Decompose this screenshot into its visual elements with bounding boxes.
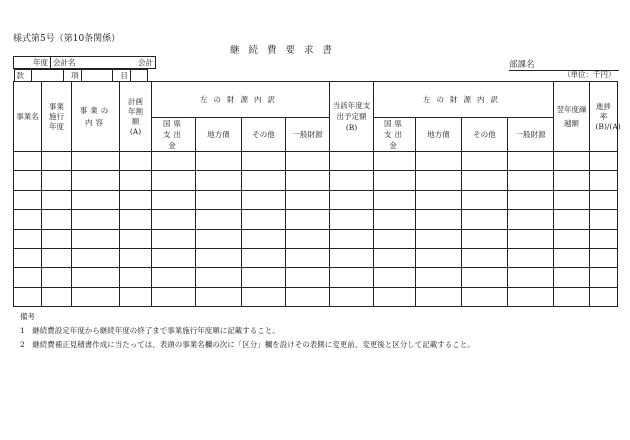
table-cell[interactable] — [242, 190, 286, 209]
table-cell[interactable] — [14, 171, 42, 190]
table-cell[interactable] — [120, 152, 152, 171]
group-zaigen-2: 左の財源内訳 — [374, 82, 554, 118]
table-cell[interactable] — [242, 287, 286, 306]
table-cell[interactable] — [330, 190, 374, 209]
table-cell[interactable] — [462, 268, 508, 287]
account-grid — [13, 56, 156, 82]
table-cell[interactable] — [508, 210, 554, 229]
table-cell[interactable] — [152, 171, 196, 190]
table-cell[interactable] — [14, 190, 42, 209]
table-cell[interactable] — [286, 152, 330, 171]
table-cell[interactable] — [14, 287, 42, 306]
table-cell[interactable] — [152, 268, 196, 287]
table-cell[interactable] — [330, 152, 374, 171]
table-cell[interactable] — [286, 171, 330, 190]
col-shiko-nendo: 事業施行年度 — [42, 82, 72, 152]
kan-cell: 款 — [14, 70, 32, 82]
table-cell[interactable] — [590, 248, 618, 267]
table-cell[interactable] — [330, 287, 374, 306]
table-cell[interactable] — [374, 287, 416, 306]
col-sonota-2: その他 — [462, 118, 508, 152]
table-cell[interactable] — [462, 210, 508, 229]
table-row — [14, 210, 618, 229]
table-cell[interactable] — [416, 190, 462, 209]
nendo-cell: 年度 — [14, 57, 51, 69]
table-cell[interactable] — [72, 171, 120, 190]
table-cell[interactable] — [590, 190, 618, 209]
table-cell[interactable] — [416, 287, 462, 306]
budget-table — [13, 81, 621, 307]
table-cell[interactable] — [554, 248, 590, 267]
table-cell[interactable] — [374, 268, 416, 287]
table-cell[interactable] — [374, 190, 416, 209]
table-cell[interactable] — [196, 190, 242, 209]
table-row — [14, 268, 618, 287]
table-cell[interactable] — [42, 152, 72, 171]
col-shinchoku: 進捗率(B)/(A) — [590, 82, 618, 152]
table-cell[interactable] — [374, 210, 416, 229]
table-cell[interactable] — [152, 190, 196, 209]
col-yokunendo: 翌年度繰越額 — [554, 82, 590, 152]
table-cell[interactable] — [590, 171, 618, 190]
col-chihosai-1: 地方債 — [196, 118, 242, 152]
table-cell[interactable] — [374, 152, 416, 171]
col-naiyo: 事業の内容 — [72, 82, 120, 152]
table-cell[interactable] — [196, 171, 242, 190]
table-cell[interactable] — [286, 248, 330, 267]
table-cell[interactable] — [14, 248, 42, 267]
table-cell[interactable] — [152, 287, 196, 306]
table-cell[interactable] — [242, 171, 286, 190]
table-cell[interactable] — [72, 152, 120, 171]
table-cell[interactable] — [416, 229, 462, 248]
table-cell[interactable] — [196, 229, 242, 248]
unit-label: （単位：千円） — [563, 70, 616, 79]
notes-heading: 備考 — [20, 312, 35, 321]
table-cell[interactable] — [330, 171, 374, 190]
table-cell[interactable] — [72, 268, 120, 287]
table-cell[interactable] — [120, 171, 152, 190]
table-cell[interactable] — [42, 171, 72, 190]
table-row — [14, 287, 618, 306]
table-cell[interactable] — [152, 152, 196, 171]
table-cell[interactable] — [120, 190, 152, 209]
table-cell[interactable] — [374, 229, 416, 248]
table-cell[interactable] — [152, 210, 196, 229]
table-cell[interactable] — [14, 268, 42, 287]
table-cell[interactable] — [42, 210, 72, 229]
table-cell[interactable] — [554, 152, 590, 171]
table-cell[interactable] — [14, 152, 42, 171]
table-cell[interactable] — [508, 152, 554, 171]
kaikei-label: 会計 — [138, 58, 153, 67]
dept-label: 部課名 — [509, 58, 619, 71]
table-row — [14, 171, 618, 190]
table-cell[interactable] — [462, 190, 508, 209]
moku-cell: 目 — [113, 70, 131, 82]
table-cell[interactable] — [590, 152, 618, 171]
table-cell[interactable] — [72, 248, 120, 267]
table-cell[interactable] — [330, 210, 374, 229]
table-row — [14, 152, 618, 171]
table-row — [14, 190, 618, 209]
table-cell[interactable] — [416, 248, 462, 267]
table-cell[interactable] — [72, 229, 120, 248]
table-cell[interactable] — [242, 210, 286, 229]
table-cell[interactable] — [508, 248, 554, 267]
table-cell[interactable] — [462, 171, 508, 190]
table-cell[interactable] — [508, 229, 554, 248]
group-zaigen-1: 左の財源内訳 — [152, 82, 330, 118]
table-cell[interactable] — [42, 287, 72, 306]
table-cell[interactable] — [196, 248, 242, 267]
table-cell[interactable] — [14, 210, 42, 229]
table-cell[interactable] — [120, 229, 152, 248]
table-cell[interactable] — [374, 171, 416, 190]
table-cell[interactable] — [42, 268, 72, 287]
table-cell[interactable] — [196, 287, 242, 306]
table-cell[interactable] — [196, 210, 242, 229]
note-1: 1 継続費設定年度から継続年度の終了まで事業施行年度順に記載すること。 — [20, 326, 280, 335]
table-row — [14, 229, 618, 248]
col-sonota-1: その他 — [242, 118, 286, 152]
table-cell[interactable] — [286, 287, 330, 306]
table-cell[interactable] — [462, 229, 508, 248]
table-cell[interactable] — [590, 287, 618, 306]
col-chihosai-2: 地方債 — [416, 118, 462, 152]
table-cell[interactable] — [508, 190, 554, 209]
kaikei-mei-label: 会計名 — [53, 58, 76, 67]
table-cell[interactable] — [120, 248, 152, 267]
table-cell[interactable] — [286, 210, 330, 229]
col-jigyomei: 事業名 — [14, 82, 42, 152]
table-cell[interactable] — [554, 171, 590, 190]
table-cell[interactable] — [416, 152, 462, 171]
table-cell[interactable] — [72, 190, 120, 209]
col-ippan-1: 一般財源 — [286, 118, 330, 152]
table-cell[interactable] — [72, 287, 120, 306]
kaikei-cell — [51, 57, 156, 69]
table-cell[interactable] — [554, 287, 590, 306]
table-cell[interactable] — [72, 210, 120, 229]
table-cell[interactable] — [416, 268, 462, 287]
table-cell[interactable] — [42, 248, 72, 267]
table-cell[interactable] — [120, 210, 152, 229]
table-cell[interactable] — [590, 229, 618, 248]
table-cell[interactable] — [554, 229, 590, 248]
table-cell[interactable] — [42, 229, 72, 248]
table-cell[interactable] — [330, 229, 374, 248]
table-cell[interactable] — [462, 152, 508, 171]
table-cell[interactable] — [242, 152, 286, 171]
table-cell[interactable] — [286, 190, 330, 209]
table-cell[interactable] — [508, 268, 554, 287]
table-cell[interactable] — [42, 190, 72, 209]
col-kokuken-1: 国県支出金 — [152, 118, 196, 152]
col-ippan-2: 一般財源 — [508, 118, 554, 152]
col-kokuken-2: 国県支出金 — [374, 118, 416, 152]
col-keikaku: 計画年割額(A) — [120, 82, 152, 152]
table-cell[interactable] — [120, 268, 152, 287]
table-cell[interactable] — [462, 287, 508, 306]
table-cell[interactable] — [330, 268, 374, 287]
table-cell[interactable] — [590, 268, 618, 287]
table-cell[interactable] — [152, 229, 196, 248]
table-cell[interactable] — [554, 268, 590, 287]
notes — [20, 310, 475, 352]
table-cell[interactable] — [330, 248, 374, 267]
table-cell[interactable] — [416, 171, 462, 190]
table-cell[interactable] — [286, 229, 330, 248]
table-cell[interactable] — [508, 287, 554, 306]
page-title: 継続費要求書 — [230, 45, 342, 56]
table-cell[interactable] — [196, 268, 242, 287]
col-toga: 当該年度支出予定額(B) — [330, 82, 374, 152]
table-cell[interactable] — [554, 210, 590, 229]
form-number: 様式第5号（第10条関係） — [13, 34, 121, 44]
table-cell[interactable] — [462, 248, 508, 267]
table-row — [14, 248, 618, 267]
kou-cell: 項 — [63, 70, 81, 82]
table-cell[interactable] — [590, 210, 618, 229]
table-cell[interactable] — [242, 268, 286, 287]
table-cell[interactable] — [242, 229, 286, 248]
table-cell[interactable] — [14, 229, 42, 248]
table-cell[interactable] — [416, 210, 462, 229]
table-cell[interactable] — [286, 268, 330, 287]
table-cell[interactable] — [554, 190, 590, 209]
table-cell[interactable] — [242, 248, 286, 267]
table-cell[interactable] — [374, 248, 416, 267]
note-2: 2 継続費補正見積書作成に当たっては、表頭の事業名欄の次に「区分」欄を設けその表側に変更前、変更後と区分して記載すること。 — [20, 340, 475, 349]
table-cell[interactable] — [508, 171, 554, 190]
table-cell[interactable] — [152, 248, 196, 267]
table-cell[interactable] — [196, 152, 242, 171]
table-cell[interactable] — [120, 287, 152, 306]
